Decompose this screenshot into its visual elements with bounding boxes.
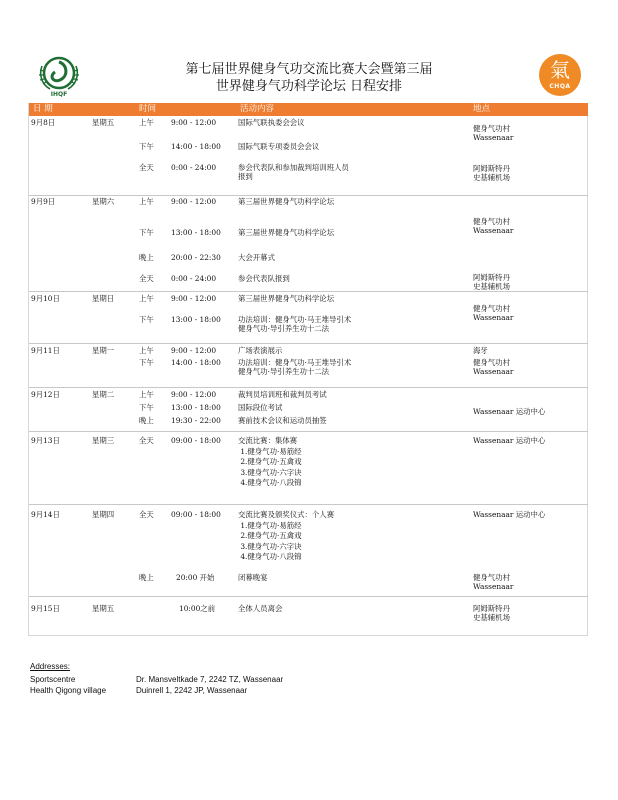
chqa-logo-text: CHQA	[549, 83, 571, 90]
schedule-table	[28, 103, 588, 636]
period: 上午	[139, 294, 154, 303]
activity: 国际气联执委会会议	[238, 118, 305, 127]
activity: 广场表演展示	[238, 346, 283, 355]
activity: 交流比赛及颁奖仪式：个人赛 1.健身气功·易筋经 2.健身气功·五禽戏 3.健身气功·六字诀 4.健身气功·八段锦	[238, 510, 335, 561]
day-weekday: 星期六	[92, 197, 115, 206]
activity: 裁判员培训班和裁判员考试	[238, 390, 327, 399]
day-date: 9月13日	[31, 436, 60, 445]
time-range: 13:00 - 18:00	[171, 315, 221, 324]
day-date: 9月15日	[31, 604, 60, 613]
location: 健身气功村 Wassenaar	[473, 124, 514, 142]
time-range: 9:00 - 12:00	[171, 294, 217, 303]
time-range: 9:00 - 12:00	[171, 118, 217, 127]
page-title-line-2: 世界健身气功科学论坛 日程安排	[215, 79, 403, 94]
time-range: 9:00 - 12:00	[171, 346, 217, 355]
row-separator	[29, 596, 588, 597]
activity: 参会代表队报到	[238, 274, 290, 283]
location: 阿姆斯特丹 史基辅机场	[473, 164, 510, 182]
day-date: 9月11日	[31, 346, 60, 355]
day-date: 9月10日	[31, 294, 60, 303]
activity: 闭幕晚宴	[238, 573, 268, 582]
day-date: 9月14日	[31, 510, 60, 519]
location: Wassenaar 运动中心	[473, 436, 546, 445]
time-range: 14:00 - 18:00	[171, 358, 221, 367]
period: 全天	[139, 274, 154, 283]
table-header	[29, 103, 588, 116]
period: 下午	[139, 315, 154, 324]
addresses-heading: Addresses:	[30, 662, 71, 671]
location: 健身气功村 Wassenaar	[473, 217, 514, 235]
location: Wassenaar 运动中心	[473, 510, 546, 519]
time-range: 0:00 - 24:00	[171, 163, 217, 172]
period: 下午	[139, 228, 154, 237]
row-separator	[29, 431, 588, 432]
location: 健身气功村 Wassenaar	[473, 573, 514, 591]
time-range: 20:00 - 22:30	[171, 253, 221, 262]
day-date: 9月12日	[31, 390, 60, 399]
time-range: 0:00 - 24:00	[171, 274, 217, 283]
activity: 交流比赛：集体赛 1.健身气功·易筋经 2.健身气功·五禽戏 3.健身气功·六字诀 4.健身气功·八段锦	[238, 436, 302, 487]
address-value: Dr. Mansveltkade 7, 2242 TZ, Wassenaar	[136, 675, 284, 684]
activity: 国际气联专项委员会会议	[238, 142, 320, 151]
day-weekday: 星期一	[92, 346, 115, 355]
day-weekday: 星期四	[92, 510, 115, 519]
period: 晚上	[139, 573, 154, 582]
time-range: 9:00 - 12:00	[171, 197, 217, 206]
header-activity: 活动内容	[240, 104, 275, 114]
chqa-logo-char: 氣	[550, 58, 570, 82]
row-separator	[29, 387, 588, 388]
period: 晚上	[139, 416, 154, 425]
address-name: Sportscentre	[30, 675, 76, 684]
activity: 国际段位考试	[238, 403, 283, 412]
header-location: 地点	[473, 104, 491, 114]
row-separator	[29, 343, 588, 344]
day-date: 9月9日	[31, 197, 56, 206]
period: 全天	[139, 510, 154, 519]
location: 阿姆斯特丹 史基辅机场	[473, 273, 510, 291]
period: 下午	[139, 358, 154, 367]
time-range: 19:30 - 22:00	[171, 416, 221, 425]
location: 健身气功村 Wassenaar	[473, 358, 514, 376]
time-range: 09:00 - 18:00	[171, 436, 221, 445]
address-value: Duinrell 1, 2242 JP, Wassenaar	[136, 686, 248, 695]
time-range: 20:00 开始	[176, 573, 215, 582]
time-range: 14:00 - 18:00	[171, 142, 221, 151]
time-range: 10:00之前	[179, 604, 216, 613]
activity: 大会开幕式	[238, 253, 275, 262]
activity: 功法培训：健身气功·马王堆导引术 健身气功·导引养生功十二法	[238, 358, 352, 376]
day-weekday: 星期日	[92, 294, 115, 303]
period: 上午	[139, 346, 154, 355]
location: 健身气功村 Wassenaar	[473, 304, 514, 322]
activity: 第三届世界健身气功科学论坛	[238, 294, 335, 303]
period: 晚上	[139, 253, 154, 262]
time-range: 09:00 - 18:00	[171, 510, 221, 519]
header-date: 日 期	[33, 104, 53, 114]
activity: 第三届世界健身气功科学论坛	[238, 228, 335, 237]
period: 下午	[139, 403, 154, 412]
location: 阿姆斯特丹 史基辅机场	[473, 604, 510, 622]
period: 上午	[139, 118, 154, 127]
day-weekday: 星期五	[92, 118, 115, 127]
day-date: 9月8日	[31, 118, 56, 127]
activity: 参会代表队和参加裁判培训班人员 报到	[238, 163, 349, 181]
time-range: 13:00 - 18:00	[171, 228, 221, 237]
activity: 第三届世界健身气功科学论坛	[238, 197, 335, 206]
period: 全天	[139, 163, 154, 172]
day-weekday: 星期二	[92, 390, 115, 399]
header-time: 时间	[139, 104, 157, 114]
row-separator	[29, 195, 588, 196]
period: 上午	[139, 197, 154, 206]
period: 下午	[139, 142, 154, 151]
location: 海牙	[473, 346, 488, 355]
time-range: 9:00 - 12:00	[171, 390, 217, 399]
period: 上午	[139, 390, 154, 399]
page-title-line-1: 第七届世界健身气功交流比赛大会暨第三届	[185, 62, 433, 77]
activity: 功法培训：健身气功·马王堆导引术 健身气功·导引养生功十二法	[238, 315, 352, 333]
time-range: 13:00 - 18:00	[171, 403, 221, 412]
ihqf-logo-text: IHQF	[50, 91, 68, 98]
row-separator	[29, 291, 588, 292]
day-weekday: 星期三	[92, 436, 115, 445]
period: 全天	[139, 436, 154, 445]
activity: 赛前技术会议和运动员抽签	[238, 416, 327, 425]
day-weekday: 星期五	[92, 604, 115, 613]
row-separator	[29, 504, 588, 505]
activity: 全体人员离会	[238, 604, 283, 613]
location: Wassenaar 运动中心	[473, 407, 546, 416]
address-name: Health Qigong village	[30, 686, 107, 695]
